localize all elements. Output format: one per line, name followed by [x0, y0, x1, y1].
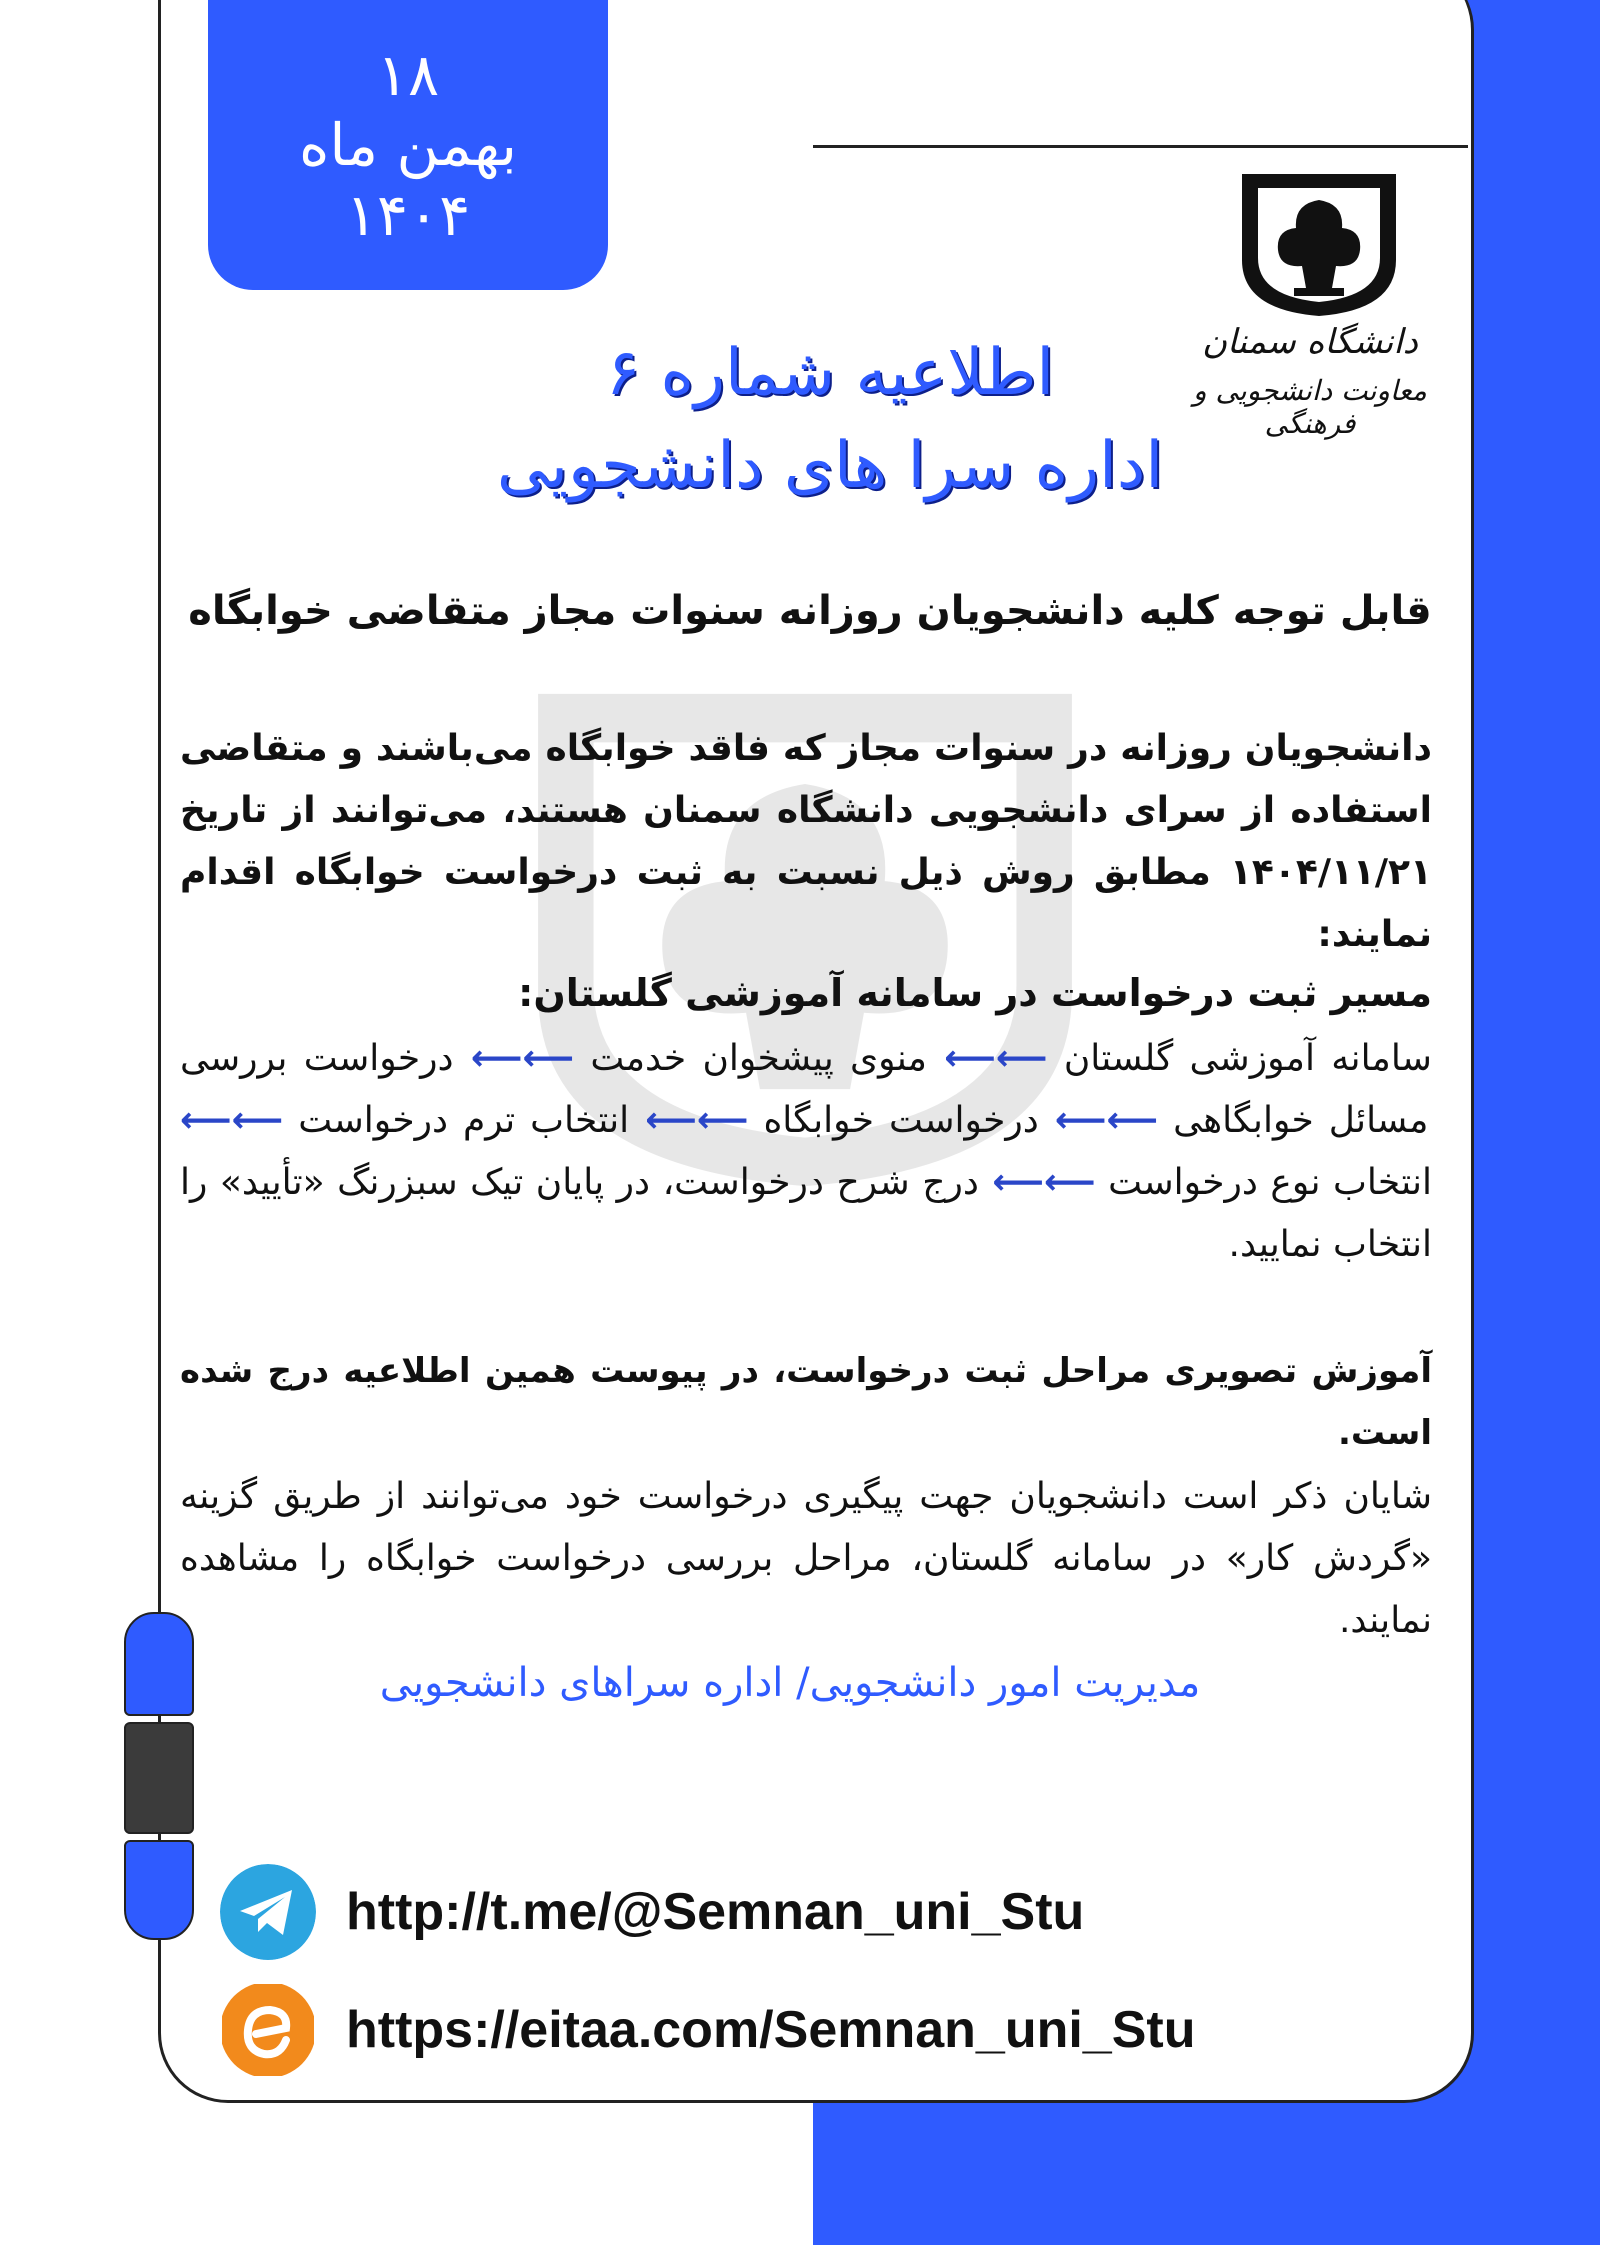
route-step: انتخاب نوع درخواست	[1108, 1162, 1432, 1203]
arrow-left-icon: ⟵⟵	[180, 1100, 284, 1141]
arrow-left-icon: ⟵⟵	[453, 1038, 575, 1079]
logo-university-name: دانشگاه سمنان	[1202, 322, 1418, 362]
notice-title-line1: اطلاعیه شماره ۶	[605, 336, 1055, 410]
date-month: بهمن ماه	[298, 111, 518, 179]
side-tab-decoration	[124, 1612, 194, 1946]
arrow-left-icon: ⟵⟵	[978, 1162, 1096, 1203]
paragraph-workflow-note: شایان ذکر است دانشجویان جهت پیگیری درخواست خود می‌توانند از طریق گزینه «گردش کار» در سامانه گلستان، مراحل بررسی درخواست خوابگاه را مشاهده نمایند.	[180, 1476, 1432, 1641]
arrow-left-icon: ⟵⟵	[629, 1100, 749, 1141]
telegram-icon	[220, 1864, 316, 1960]
contact-telegram	[220, 1862, 1084, 1962]
route-step: منوی پیشخوان خدمت	[590, 1038, 927, 1079]
university-logo-icon	[1236, 170, 1402, 320]
contact-eitaa	[220, 1980, 1196, 2080]
route-title: مسیر ثبت درخواست در سامانه آموزشی گلستان:	[518, 971, 1432, 1015]
eitaa-icon	[220, 1982, 316, 2078]
paragraph-intro: دانشجویان روزانه در سنوات مجاز که فاقد خوابگاه می‌باشند و متقاضی استفاده از سرای دانشجویی دانشگاه سمنان هستند، می‌توانند از تاریخ ۱۴۰۴/۱۱/۲۱ مطابق روش ذیل نسبت به ثبت درخواست خوابگاه اقدام نمایند:	[180, 728, 1432, 955]
date-day: ۱۸	[376, 41, 440, 109]
route-step: درخواست خوابگاه	[763, 1100, 1039, 1141]
logo-department-name: معاونت دانشجویی و فرهنگی	[1193, 374, 1427, 440]
date-year: ۱۴۰۴	[345, 181, 471, 249]
side-tab-top	[124, 1612, 194, 1716]
route-steps	[180, 1028, 1432, 1276]
signature: مدیریت امور دانشجویی/ اداره سراهای دانشجویی	[379, 1660, 1201, 1706]
date-box	[208, 0, 608, 290]
paragraph-tutorial-note: آموزش تصویری مراحل ثبت درخواست، در پیوست همین اطلاعیه درج شده است.	[180, 1351, 1432, 1453]
notice-title	[480, 328, 1180, 514]
arrow-left-icon: ⟵⟵	[926, 1038, 1048, 1079]
notice-title-line2: اداره سرا های دانشجویی	[496, 429, 1164, 503]
route-step: درخواست بررسی مسائل خوابگاهی	[180, 1038, 1429, 1141]
route-step: سامانه آموزشی گلستان	[1063, 1038, 1432, 1079]
side-tab-bottom	[124, 1840, 194, 1940]
route-step: درج شرح درخواست، در پایان تیک سبزرنگ «تأیید» را انتخاب نمایید.	[180, 1162, 1432, 1265]
eitaa-link[interactable]: https://eitaa.com/Semnan_uni_Stu	[346, 2001, 1196, 2059]
side-tab-middle	[124, 1722, 194, 1834]
telegram-link[interactable]: http://t.me/@Semnan_uni_Stu	[346, 1883, 1085, 1941]
logo-caption	[1190, 322, 1430, 440]
arrow-left-icon: ⟵⟵	[1038, 1100, 1159, 1141]
notice-heading: قابل توجه کلیه دانشجویان روزانه سنوات مجاز متقاضی خوابگاه	[188, 588, 1432, 634]
route-step: انتخاب ترم درخواست	[298, 1100, 630, 1141]
